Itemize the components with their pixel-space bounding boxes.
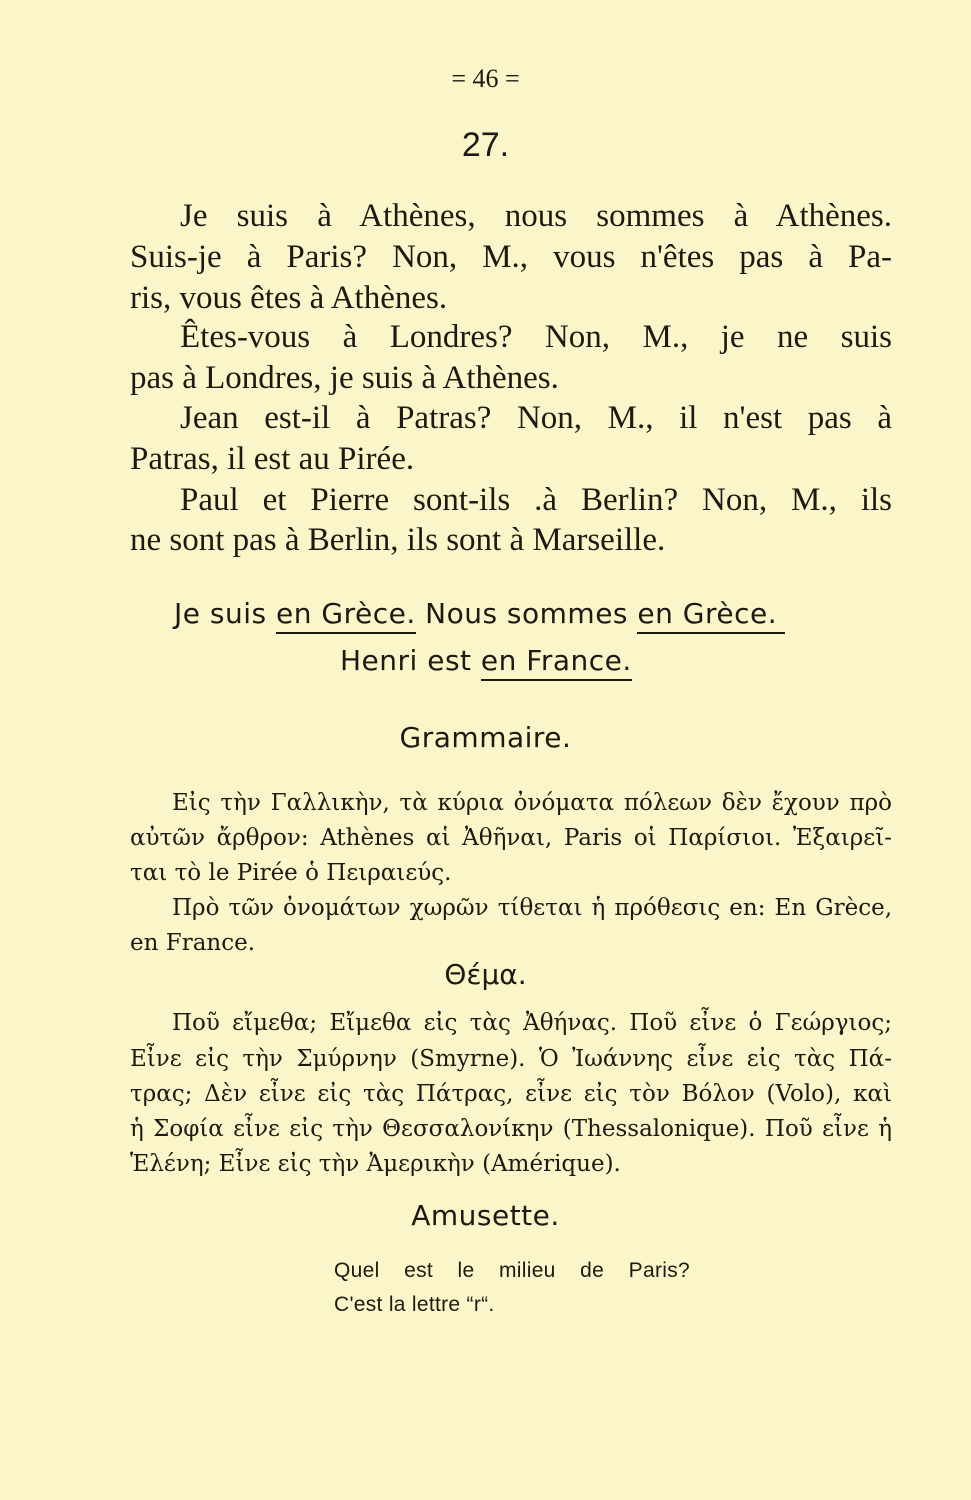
example-text: Nous sommes: [415, 597, 638, 630]
amusette-heading: Amusette.: [411, 1199, 560, 1232]
grammar-heading: Grammaire.: [399, 721, 572, 754]
reading-line: Jean est-il à Patras? Non, M., il n'est pas à: [180, 400, 892, 436]
exercise-line: Ἑλένη; Εἶνε εἰς τὴν Ἀμερικὴν (Amérique).: [130, 1151, 621, 1177]
example-underlined: en Grèce.: [276, 597, 416, 634]
example-line-2: [340, 643, 632, 679]
amusette-line: Quel est le milieu de Paris?: [334, 1259, 690, 1282]
example-text: Henri est: [340, 644, 481, 677]
reading-line: pas à Londres, je suis à Athènes.: [130, 360, 559, 396]
reading-line: Je suis à Athènes, nous sommes à Athènes.: [180, 198, 892, 234]
reading-line: Suis-je à Paris? Non, M., vous n'êtes pas à Pa-: [130, 239, 892, 275]
exercise-line: Εἶνε εἰς τὴν Σμύρνην (Smyrne). Ὁ Ἰωάννης εἶνε εἰς τὰς Πά-: [130, 1046, 892, 1072]
reading-line: Paul et Pierre sont-ils .à Berlin? Non, M., ils: [180, 482, 892, 518]
page-number: = 46 =: [451, 64, 520, 93]
grammar-line: Πρὸ τῶν ὀνομάτων χωρῶν τίθεται ἡ πρόθεσις en: En Grèce,: [172, 895, 892, 921]
amusette-line: C'est la lettre “r“.: [334, 1293, 495, 1316]
lesson-number: 27.: [461, 126, 510, 164]
reading-line: Patras, il est au Pirée.: [130, 441, 415, 477]
example-underlined: en Grèce.: [637, 597, 785, 634]
reading-line: Êtes-vous à Londres? Non, M., je ne suis: [180, 319, 892, 355]
grammar-line: αὐτῶν ἄρθρον: Athènes αἱ Ἀθῆναι, Paris οἱ Παρίσιοι. Ἐξαιρεῖ-: [130, 825, 892, 851]
grammar-line: ται τὸ le Pirée ὁ Πειραιεύς.: [130, 860, 452, 886]
example-underlined: en France.: [481, 644, 632, 681]
exercise-line: τρας; Δὲν εἶνε εἰς τὰς Πάτρας, εἶνε εἰς τὸν Βόλον (Volo), καὶ: [130, 1081, 892, 1107]
grammar-line: Εἰς τὴν Γαλλικὴν, τὰ κύρια ὀνόματα πόλεων δὲν ἔχουν πρὸ: [172, 790, 892, 816]
grammar-line: en France.: [130, 930, 256, 956]
example-text: Je suis: [174, 597, 276, 630]
reading-line: ne sont pas à Berlin, ils sont à Marseille.: [130, 522, 666, 558]
exercise-line: Ποῦ εἴμεθα; Εἴμεθα εἰς τὰς Ἀθήνας. Ποῦ εἶνε ὁ Γεώργιος;: [172, 1010, 892, 1036]
example-line-1: [174, 596, 785, 632]
reading-line: ris, vous êtes à Athènes.: [130, 280, 448, 316]
exercise-line: ἡ Σοφία εἶνε εἰς τὴν Θεσσαλονίκην (Thessalonique). Ποῦ εἶνε ἡ: [130, 1116, 892, 1142]
exercise-heading: Θέμα.: [444, 958, 527, 991]
